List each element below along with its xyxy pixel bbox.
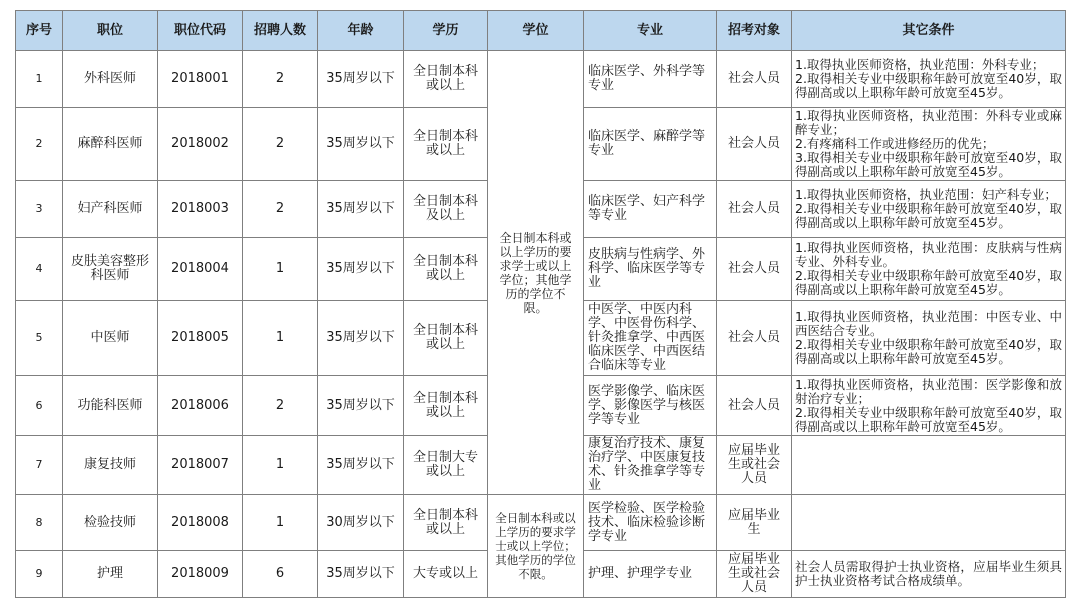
code-cell: 2018007 (158, 436, 242, 494)
target-cell: 社会人员 (717, 108, 791, 180)
count-cell: 6 (243, 551, 317, 597)
condition-item: 社会人员需取得护士执业资格，应届毕业生须具护士执业资格考试合格成绩单。 (795, 559, 1062, 588)
condition-item: 2.取得相关专业中级职称年龄可放宽至40岁，取得副高或以上职称年龄可放宽至45岁。 (795, 268, 1062, 297)
target-cell: 应届毕业生或社会人员 (717, 551, 791, 597)
seq-cell: 1 (16, 51, 62, 107)
major-cell: 医学影像学、临床医学、影像医学与核医学等专业 (584, 376, 716, 435)
conditions-cell (792, 376, 1065, 435)
position-cell: 中医师 (63, 301, 157, 375)
header-code: 职位代码 (158, 11, 242, 50)
condition-item: 1.取得执业医师资格，执业范围：外科专业或麻醉专业； (795, 108, 1062, 137)
header-seq: 序号 (16, 11, 62, 50)
code-cell: 2018002 (158, 108, 242, 180)
code-cell: 2018005 (158, 301, 242, 375)
age-cell: 35周岁以下 (318, 51, 403, 107)
condition-item: 2.取得相关专业中级职称年龄可放宽至40岁，取得副高或以上职称年龄可放宽至45岁。 (795, 201, 1062, 230)
code-cell: 2018009 (158, 551, 242, 597)
age-cell: 35周岁以下 (318, 376, 403, 435)
conditions-cell (792, 108, 1065, 180)
major-cell: 临床医学、妇产科学等专业 (584, 181, 716, 237)
conditions-cell (792, 436, 1065, 494)
degree-cell: 全日制本科或以上学历的要求学士或以上学位；其他学历的学位不限。 (488, 51, 583, 494)
condition-item: 1.取得执业医师资格，执业范围：医学影像和放射治疗专业； (795, 376, 1062, 406)
conditions-cell (792, 181, 1065, 237)
code-cell: 2018001 (158, 51, 242, 107)
degree-cell: 全日制本科或以上学历的要求学士或以上学位；其他学历的学位不限。 (488, 495, 583, 597)
condition-item: 2.取得相关专业中级职称年龄可放宽至40岁，取得副高或以上职称年龄可放宽至45岁。 (795, 71, 1062, 100)
education-cell: 全日制本科及以上 (404, 181, 487, 237)
target-cell: 社会人员 (717, 51, 791, 107)
code-cell: 2018003 (158, 181, 242, 237)
target-cell: 社会人员 (717, 238, 791, 300)
seq-cell: 7 (16, 436, 62, 494)
header-position: 职位 (63, 11, 157, 50)
condition-item: 2.取得相关专业中级职称年龄可放宽至40岁，取得副高或以上职称年龄可放宽至45岁。 (795, 337, 1062, 366)
header-count: 招聘人数 (243, 11, 317, 50)
position-cell: 护理 (63, 551, 157, 597)
header-major: 专业 (584, 11, 716, 50)
target-cell: 应届毕业生 (717, 495, 791, 550)
code-cell: 2018008 (158, 495, 242, 550)
condition-item: 2.取得相关专业中级职称年龄可放宽至40岁，取得副高或以上职称年龄可放宽至45岁。 (795, 404, 1062, 434)
education-cell: 全日制大专或以上 (404, 436, 487, 494)
education-cell: 全日制本科或以上 (404, 108, 487, 180)
major-cell: 临床医学、麻醉学等专业 (584, 108, 716, 180)
age-cell: 35周岁以下 (318, 108, 403, 180)
condition-item: 1.取得执业医师资格，执业范围：皮肤病与性病专业、外科专业。 (795, 240, 1062, 269)
position-cell: 功能科医师 (63, 376, 157, 435)
code-cell: 2018004 (158, 238, 242, 300)
age-cell: 30周岁以下 (318, 495, 403, 550)
seq-cell: 8 (16, 495, 62, 550)
header-degree: 学位 (488, 11, 583, 50)
position-cell: 外科医师 (63, 51, 157, 107)
count-cell: 2 (243, 181, 317, 237)
condition-item: 3.取得相关专业中级职称年龄可放宽至40岁，取得副高或以上职称年龄可放宽至45岁。 (795, 150, 1062, 179)
age-cell: 35周岁以下 (318, 301, 403, 375)
header-target: 招考对象 (717, 11, 791, 50)
major-cell: 中医学、中医内科学、中医骨伤科学、针灸推拿学、中西医临床医学、中西医结合临床等专业 (584, 301, 716, 375)
code-cell: 2018006 (158, 376, 242, 435)
position-cell: 妇产科医师 (63, 181, 157, 237)
count-cell: 2 (243, 51, 317, 107)
major-cell: 医学检验、医学检验技术、临床检验诊断学专业 (584, 495, 716, 550)
education-cell: 全日制本科或以上 (404, 238, 487, 300)
target-cell: 社会人员 (717, 181, 791, 237)
count-cell: 1 (243, 238, 317, 300)
count-cell: 2 (243, 108, 317, 180)
major-cell: 临床医学、外科学等专业 (584, 51, 716, 107)
position-cell: 检验技师 (63, 495, 157, 550)
conditions-cell (792, 495, 1065, 550)
count-cell: 1 (243, 301, 317, 375)
seq-cell: 5 (16, 301, 62, 375)
target-cell: 社会人员 (717, 376, 791, 435)
condition-item: 1.取得执业医师资格，执业范围：中医专业、中西医结合专业。 (795, 309, 1062, 338)
conditions-cell (792, 51, 1065, 107)
conditions-cell (792, 301, 1065, 375)
age-cell: 35周岁以下 (318, 238, 403, 300)
target-cell: 社会人员 (717, 301, 791, 375)
seq-cell: 9 (16, 551, 62, 597)
education-cell: 全日制本科或以上 (404, 301, 487, 375)
education-cell: 全日制本科或以上 (404, 376, 487, 435)
header-education: 学历 (404, 11, 487, 50)
condition-item: 1.取得执业医师资格，执业范围：妇产科专业； (795, 187, 1057, 202)
major-cell: 皮肤病与性病学、外科学、临床医学等专业 (584, 238, 716, 300)
major-cell: 护理、护理学专业 (584, 551, 716, 597)
age-cell: 35周岁以下 (318, 181, 403, 237)
position-cell: 麻醉科医师 (63, 108, 157, 180)
major-cell: 康复治疗技术、康复治疗学、中医康复技术、针灸推拿学等专业 (584, 436, 716, 494)
target-cell: 应届毕业生或社会人员 (717, 436, 791, 494)
header-age: 年龄 (318, 11, 403, 50)
recruitment-table (15, 10, 1066, 598)
conditions-cell (792, 551, 1065, 597)
seq-cell: 4 (16, 238, 62, 300)
position-cell: 康复技师 (63, 436, 157, 494)
count-cell: 1 (243, 436, 317, 494)
seq-cell: 3 (16, 181, 62, 237)
age-cell: 35周岁以下 (318, 551, 403, 597)
position-cell: 皮肤美容整形科医师 (63, 238, 157, 300)
conditions-cell (792, 238, 1065, 300)
seq-cell: 2 (16, 108, 62, 180)
education-cell: 全日制本科或以上 (404, 495, 487, 550)
count-cell: 1 (243, 495, 317, 550)
header-conditions: 其它条件 (792, 11, 1065, 50)
age-cell: 35周岁以下 (318, 436, 403, 494)
seq-cell: 6 (16, 376, 62, 435)
count-cell: 2 (243, 376, 317, 435)
education-cell: 全日制本科或以上 (404, 51, 487, 107)
education-cell: 大专或以上 (404, 551, 487, 597)
condition-item: 2.有疼痛科工作或进修经历的优先； (795, 136, 995, 151)
condition-item: 1.取得执业医师资格，执业范围：外科专业； (795, 57, 1045, 72)
